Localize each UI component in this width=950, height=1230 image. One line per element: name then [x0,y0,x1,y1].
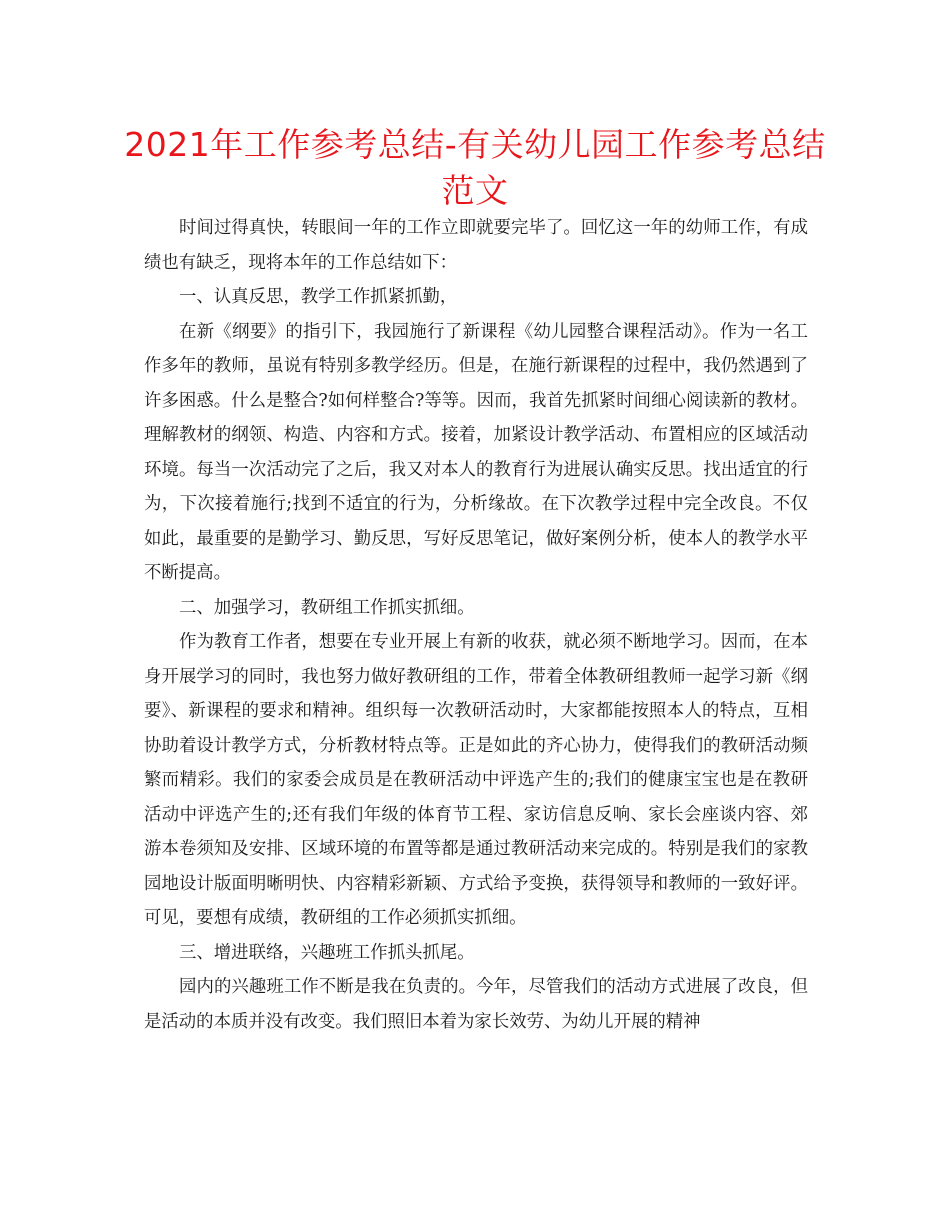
document-body [144,211,808,1039]
section-heading-2: 二、加强学习，教研组工作抓实抓细。 [179,597,475,618]
document-title: 2021年工作参考总结-有关幼儿园工作参考总结范文 [124,125,826,210]
section-heading-3: 三、增进联络，兴趣班工作抓头抓尾。 [179,942,475,963]
paragraph-section-3: 园内的兴趣班工作不断是我在负责的。今年，尽管我们的活动方式进展了改良，但是活动的本质并没有改变。我们照旧本着为家长效劳、为幼儿开展的精神 [144,977,808,1032]
paragraph-section-1: 在新《纲要》的指引下，我园施行了新课程《幼儿园整合课程活动》。作为一名工作多年的教师，虽说有特别多教学经历。但是，在施行新课程的过程中，我仍然遇到了许多困惑。什么是整合?如何样整合?等等。因而，我首先抓紧时间细心阅读新的教材。理解教材的纲领、构造、内容和方式。接着，加紧设计教学活动、布置相应的区域活动环境。每当一次活动完了之后，我又对本人的教育行为进展认确实反思。找出适宜的行为，下次接着施行;找到不适宜的行为，分析缘故。在下次教学过程中完全改良。不仅如此，最重要的是勤学习、勤反思，写好反思笔记，做好案例分析，使本人的教学水平不断提高。 [144,321,808,583]
paragraph-section-2: 作为教育工作者，想要在专业开展上有新的收获，就必须不断地学习。因而，在本身开展学习的同时，我也努力做好教研组的工作，带着全体教研组教师一起学习新《纲要》、新课程的要求和精神。组织每一次教研活动时，大家都能按照本人的特点，互相协助着设计教学方式，分析教材特点等。正是如此的齐心协力，使得我们的教研活动频繁而精彩。我们的家委会成员是在教研活动中评选产生的;我们的健康宝宝也是在教研活动中评选产生的;还有我们年级的体育节工程、家访信息反响、家长会座谈内容、郊游本卷须知及安排、区域环境的布置等都是通过教研活动来完成的。特别是我们的家教园地设计版面明晰明快、内容精彩新颖、方式给予变换，获得领导和教师的一致好评。可见，要想有成绩，教研组的工作必须抓实抓细。 [144,632,808,928]
paragraph-intro: 时间过得真快，转眼间一年的工作立即就要完毕了。回忆这一年的幼师工作，有成绩也有缺乏，现将本年的工作总结如下： [144,218,808,273]
section-heading-1: 一、认真反思，教学工作抓紧抓勤， [179,287,458,307]
